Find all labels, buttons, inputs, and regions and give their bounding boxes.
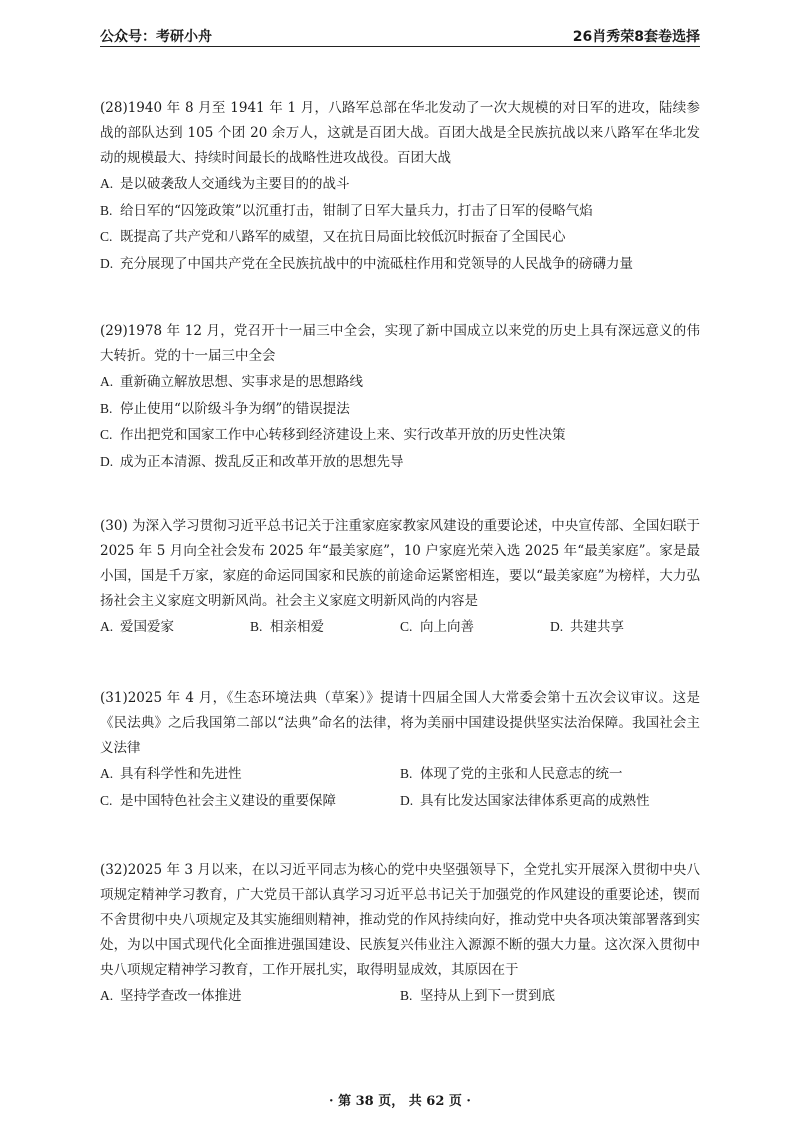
- option-letter: C.: [400, 619, 413, 634]
- option-d: [400, 788, 700, 815]
- question-stem: (28)1940 年 8 月至 1941 年 1 月，八路军总部在华北发动了一次大规模的对日军的进攻，陆续参战的部队达到 105 个团 20 余万人，这就是百团大战。百团大战是全民族抗战以来八路军在华北发动的规模最大、持续时间最长的战略性进攻战役。百团大战: [100, 100, 700, 166]
- question-32: [100, 858, 700, 1010]
- option-c: [100, 224, 700, 251]
- option-letter: B.: [250, 619, 263, 634]
- option-text: 坚持学查改一体推进: [120, 988, 242, 1004]
- option-b: [250, 614, 400, 641]
- option-c: [100, 422, 700, 449]
- option-letter: D.: [100, 453, 114, 469]
- option-b: [100, 396, 700, 423]
- option-b: [400, 983, 700, 1010]
- option-letter: B.: [400, 766, 413, 781]
- header-source: 公众号：考研小舟: [100, 29, 212, 45]
- options-row: [100, 788, 700, 815]
- option-text: 是中国特色社会主义建设的重要保障: [120, 792, 336, 809]
- option-text: 爱国爱家: [120, 619, 174, 635]
- options-row: [100, 983, 700, 1010]
- option-letter: A.: [100, 619, 114, 634]
- option-text: 具有科学性和先进性: [120, 766, 242, 782]
- question-30: [100, 514, 700, 641]
- question-28: [100, 96, 700, 277]
- option-text: 共建共享: [570, 619, 624, 635]
- option-letter: A.: [100, 766, 114, 781]
- option-c: [100, 788, 400, 815]
- option-letter: A.: [100, 988, 114, 1003]
- option-text: 停止使用“以阶级斗争为纲”的错误提法: [120, 400, 350, 417]
- option-c: [400, 614, 550, 641]
- option-b: [400, 761, 700, 788]
- page-number: · 第 38 页， 共 62 页 ·: [329, 1094, 471, 1109]
- header-title: 26肖秀荣8套卷选择: [572, 29, 700, 45]
- option-letter: C.: [100, 427, 113, 442]
- option-letter: A.: [100, 176, 114, 191]
- question-29: [100, 319, 700, 475]
- options-row: [100, 614, 700, 641]
- option-text: 具有比发达国家法律体系更高的成熟性: [420, 792, 650, 809]
- option-letter: B.: [100, 202, 113, 218]
- option-letter: D.: [100, 255, 114, 271]
- option-a: [100, 614, 250, 641]
- option-text: 体现了党的主张和人民意志的统一: [420, 766, 623, 782]
- question-stem: (32)2025 年 3 月以来，在以习近平同志为核心的党中央坚强领导下，全党扎实开展深入贯彻中央八项规定精神学习教育，广大党员干部认真学习习近平总书记关于加强党的作风建设的重要论述，锲而不舍贯彻中央八项规定及其实施细则精神，推动党的作风持续向好，推动党中央各项决策部署落到实处，为以中国式现代化全面推进强国建设、民族复兴伟业注入源源不断的强大力量。这次深入贯彻中央八项规定精神学习教育，工作开展扎实，取得明显成效，其原因在于: [100, 862, 700, 978]
- option-a: [100, 369, 700, 396]
- option-letter: D.: [400, 792, 414, 808]
- option-text: 相亲相爱: [270, 619, 324, 635]
- option-a: [100, 171, 700, 198]
- option-d: [100, 449, 700, 476]
- question-stem: (29)1978 年 12 月，党召开十一届三中全会，实现了新中国成立以来党的历史上具有深远意义的伟大转折。党的十一届三中全会: [100, 323, 700, 364]
- page-header: [100, 24, 700, 47]
- options-row: [100, 761, 700, 788]
- option-letter: B.: [100, 400, 113, 416]
- option-text: 重新确立解放思想、实事求是的思想路线: [120, 374, 363, 390]
- option-text: 成为正本清源、拨乱反正和改革开放的思想先导: [120, 453, 404, 470]
- option-text: 给日军的“囚笼政策”以沉重打击，钳制了日军大量兵力，打击了日军的侵略气焰: [120, 202, 593, 219]
- option-letter: B.: [400, 988, 413, 1003]
- option-a: [100, 983, 400, 1010]
- option-a: [100, 761, 400, 788]
- question-stem: (30) 为深入学习贯彻习近平总书记关于注重家庭家教家风建设的重要论述，中央宣传部、全国妇联于 2025 年 5 月向全社会发布 2025 年“最美家庭”，10 户家庭光荣入选 2025 年“最美家庭”。家是最小国，国是千万家，家庭的命运同国家和民族的前途命运紧密相连，要以“最美家庭”为榜样，大力弘扬社会主义家庭文明新风尚。社会主义家庭文明新风尚的内容是: [100, 518, 700, 609]
- option-text: 向上向善: [420, 619, 474, 635]
- option-letter: C.: [100, 229, 113, 244]
- question-31: [100, 686, 700, 814]
- option-text: 是以破袭敌人交通线为主要目的的战斗: [120, 176, 350, 192]
- option-letter: C.: [100, 792, 113, 808]
- option-d: [100, 251, 700, 278]
- option-text: 充分展现了中国共产党在全民族抗战中的中流砥柱作用和党领导的人民战争的磅礴力量: [120, 255, 633, 272]
- question-stem: (31)2025 年 4 月，《生态环境法典（草案）》提请十四届全国人大常委会第十五次会议审议。这是《民法典》之后我国第二部以“法典”命名的法律，将为美丽中国建设提供坚实法治保障。我国社会主义法律: [100, 690, 700, 756]
- option-letter: D.: [550, 619, 564, 634]
- option-text: 坚持从上到下一贯到底: [420, 988, 555, 1004]
- option-d: [550, 614, 700, 641]
- option-letter: A.: [100, 374, 114, 389]
- option-b: [100, 198, 700, 225]
- option-text: 既提高了共产党和八路军的威望，又在抗日局面比较低沉时振奋了全国民心: [120, 229, 566, 245]
- option-text: 作出把党和国家工作中心转移到经济建设上来、实行改革开放的历史性决策: [120, 427, 566, 443]
